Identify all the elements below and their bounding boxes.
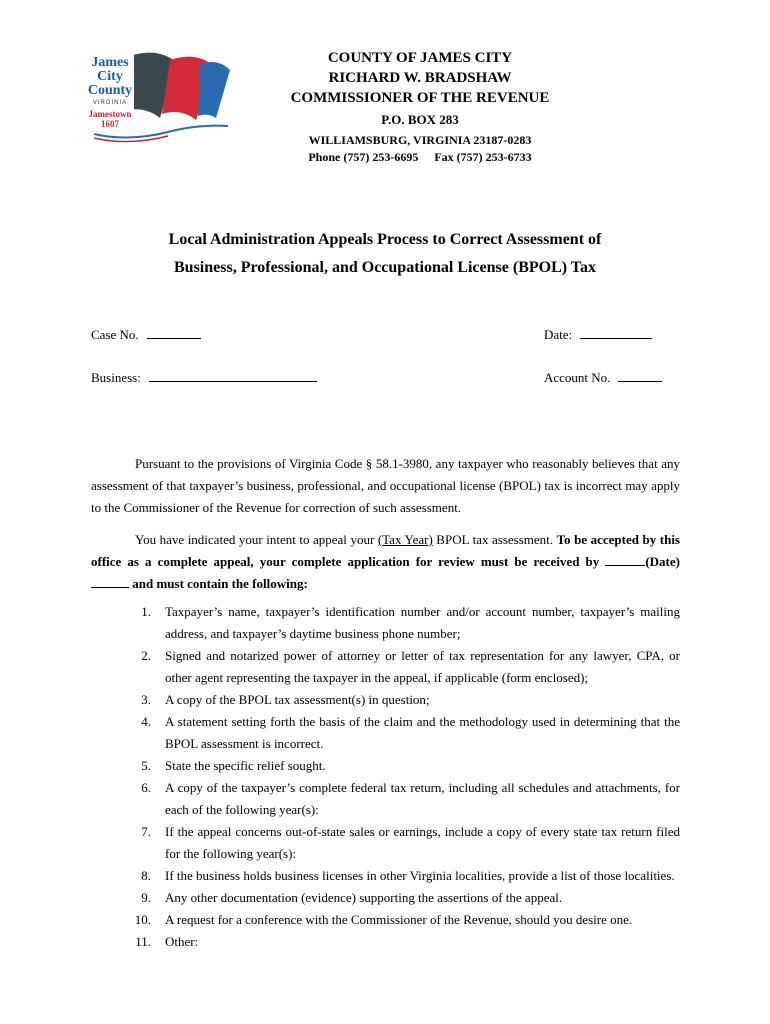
- commissioner-name: RICHARD W. BRADSHAW: [328, 70, 512, 86]
- list-item: [91, 645, 680, 689]
- list-item-text: A statement setting forth the basis of the claim and the methodology used in determining that the BPOL assessment is incorrect.: [165, 714, 680, 751]
- fax-number: Fax (757) 253-6733: [434, 150, 532, 164]
- list-item: [91, 755, 680, 777]
- list-item-number: 6.: [141, 780, 151, 795]
- city-state-zip: WILLIAMSBURG, VIRGINIA 23187-0283: [308, 133, 532, 147]
- logo-text-james: James: [91, 55, 129, 70]
- po-box: P.O. BOX 283: [381, 112, 459, 127]
- appeal-paragraph: [91, 529, 680, 595]
- list-item-number: 10.: [134, 912, 151, 927]
- appeal-bold-a: To be accepted by this office as a complete appeal, your complete application for review must be received by: [91, 532, 680, 569]
- list-item: [91, 711, 680, 755]
- document-title: [90, 226, 680, 282]
- list-item-text: Any other documentation (evidence) supporting the assertions of the appeal.: [165, 890, 563, 905]
- office-title: COMMISSIONER OF THE REVENUE: [290, 90, 550, 106]
- due-date-placeholder: (Date): [645, 554, 680, 569]
- list-item-text: A copy of the BPOL tax assessment(s) in question;: [165, 692, 430, 707]
- title-line-1: Local Administration Appeals Process to Correct Assessment of: [168, 231, 602, 248]
- list-item: [91, 689, 680, 711]
- date-blank[interactable]: [580, 326, 652, 339]
- contact-line: [240, 149, 600, 166]
- account-number-blank[interactable]: [618, 369, 662, 382]
- appeal-text-a: You have indicated your intent to appeal your: [135, 532, 378, 547]
- list-item-text: Signed and notarized power of attorney or letter of tax representation for any lawyer, CPA, or other agent representing the taxpayer in the appeal, if applicable (form enclosed);: [165, 648, 680, 685]
- list-item: [91, 909, 680, 931]
- date-line-before: [605, 554, 645, 566]
- list-item-number: 5.: [141, 758, 151, 773]
- case-number-field: [91, 326, 201, 344]
- logo-text-virginia: VIRGINIA: [92, 100, 128, 106]
- date-label: Date:: [544, 327, 573, 342]
- account-number-field: [544, 369, 662, 387]
- list-item-number: 8.: [141, 868, 151, 883]
- list-item: [91, 777, 680, 821]
- list-item-number: 7.: [141, 824, 151, 839]
- list-item: [91, 865, 680, 887]
- intro-paragraph: Pursuant to the provisions of Virginia Code § 58.1-3980, any taxpayer who reasonably believes that any assessment of that taxpayer’s business, professional, and occupational license (BPOL) tax is incorrect may apply to the Commissioner of the Revenue for correction of such assessment.: [91, 456, 680, 515]
- title-line-2: Business, Professional, and Occupational License (BPOL) Tax: [174, 259, 596, 276]
- list-item-text: A request for a conference with the Commissioner of the Revenue, should you desire one.: [165, 912, 633, 927]
- list-item: [91, 601, 680, 645]
- case-number-label: Case No.: [91, 327, 139, 342]
- list-item: [91, 821, 680, 865]
- james-city-county-logo: [88, 44, 238, 148]
- letterhead: [240, 48, 600, 166]
- phone-number: Phone (757) 253-6695: [308, 150, 419, 164]
- list-item-text: State the specific relief sought.: [165, 758, 326, 773]
- account-number-label: Account No.: [544, 370, 611, 385]
- list-item-number: 2.: [141, 648, 151, 663]
- tax-year-placeholder: (Tax Year): [377, 532, 433, 547]
- list-item-text: A copy of the taxpayer’s complete federal tax return, including all schedules and attachments, for each of the following year(s):: [165, 780, 680, 817]
- business-label: Business:: [91, 370, 141, 385]
- logo-text-jamestown: Jamestown: [88, 109, 132, 119]
- blue-sail: [198, 62, 230, 118]
- body-text: [91, 453, 680, 595]
- list-item-number: 1.: [141, 604, 151, 619]
- county-name: COUNTY OF JAMES CITY: [327, 50, 513, 66]
- list-item: [91, 887, 680, 909]
- requirements-list: [91, 601, 680, 953]
- appeal-text-b: BPOL tax assessment.: [432, 532, 557, 547]
- appeal-bold-b: and must contain the following:: [132, 576, 308, 591]
- date-line-after: [91, 576, 129, 588]
- list-item-text: If the business holds business licenses in other Virginia localities, provide a list of those localities.: [165, 868, 675, 883]
- logo-graphic: [88, 44, 238, 148]
- list-item: [91, 931, 680, 953]
- logo-text-county: County: [88, 83, 133, 98]
- list-item-number: 9.: [141, 890, 151, 905]
- business-field: [91, 369, 317, 387]
- list-item-text: If the appeal concerns out-of-state sales or earnings, include a copy of every state tax return filed for the following year(s):: [165, 824, 680, 861]
- business-blank[interactable]: [149, 369, 317, 382]
- logo-text-1607: 1607: [101, 119, 119, 129]
- date-field: [544, 326, 652, 344]
- list-item-text: Other:: [165, 934, 199, 949]
- case-number-blank[interactable]: [147, 326, 201, 339]
- list-item-number: 11.: [135, 934, 151, 949]
- logo-text-city: City: [97, 69, 123, 84]
- list-item-text: Taxpayer’s name, taxpayer’s identification number and/or account number, taxpayer’s mailing address, and taxpayer’s daytime business phone number;: [165, 604, 680, 641]
- list-item-number: 4.: [141, 714, 151, 729]
- list-item-number: 3.: [141, 692, 151, 707]
